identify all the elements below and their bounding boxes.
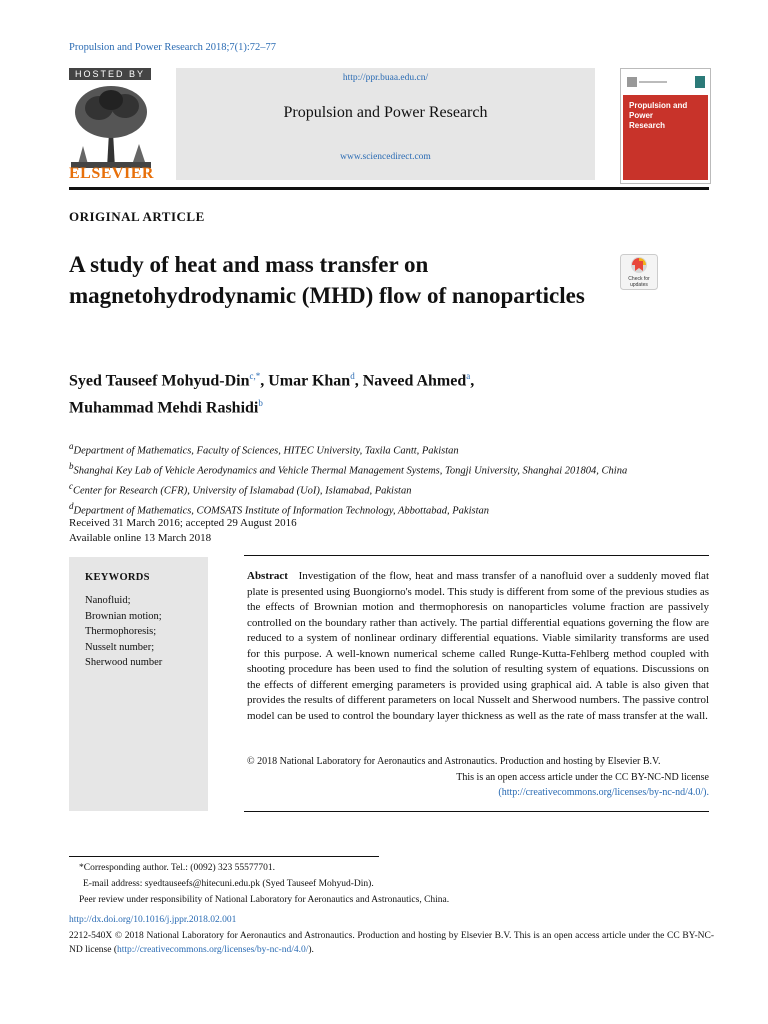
abstract-label: Abstract	[247, 570, 288, 582]
author-name[interactable]: Umar Khan	[268, 372, 351, 390]
affiliation-mark: b	[69, 461, 74, 471]
footnotes	[69, 860, 729, 908]
keyword-item: Sherwood number	[85, 657, 163, 668]
peer-review-note: Peer review under responsibility of National Laboratory for Aeronautics and Astronautics, China.	[79, 895, 450, 905]
copyright-license-line: This is an open access article under the CC BY-NC-ND license	[456, 771, 709, 783]
cover-title-line: Propulsion and	[629, 101, 688, 110]
abstract-top-rule	[244, 555, 709, 556]
doi-link[interactable]: http://dx.doi.org/10.1016/j.jppr.2018.02.001	[69, 915, 237, 925]
crossmark-line1: Check for	[628, 276, 650, 282]
journal-url-link[interactable]: http://ppr.buaa.edu.cn/	[342, 73, 429, 83]
header-divider	[69, 187, 709, 190]
keyword-item: Thermophoresis;	[85, 626, 157, 637]
abstract	[247, 569, 709, 724]
check-for-updates-badge[interactable]	[620, 254, 658, 290]
license-text: 2212-540X © 2018 National Laboratory for Aeronautics and Astronautics. Production and hosting by Elsevier B.V. This is an open access article under the CC BY-NC-ND license (	[69, 931, 714, 955]
author-affil-mark[interactable]: b	[258, 398, 263, 409]
keyword-item: Brownian motion;	[85, 610, 162, 622]
affiliation-item	[69, 439, 729, 459]
article-dates	[69, 516, 297, 546]
crossmark-line2: updates	[630, 282, 648, 288]
affiliation-text: Department of Mathematics, Faculty of Sciences, HITEC University, Taxila Cantt, Pakistan	[73, 445, 459, 457]
elsevier-wordmark: ELSEVIER	[69, 165, 154, 182]
elsevier-tree-logo	[69, 82, 153, 168]
cover-title	[629, 101, 705, 131]
cover-red-panel	[623, 95, 708, 180]
author-separator: ,	[260, 372, 269, 390]
journal-cover-image	[620, 68, 711, 184]
keyword-item: Nanofluid;	[85, 595, 131, 606]
author-name[interactable]: Muhammad Mehdi Rashidi	[69, 399, 259, 417]
keywords-box	[69, 557, 208, 811]
license-link[interactable]: http://creativecommons.org/licenses/by-nc-nd/4.0/	[117, 945, 309, 955]
author-affil-mark[interactable]: c,*	[249, 371, 261, 381]
footnote-rule	[69, 856, 379, 857]
cover-title-line: Research	[629, 121, 666, 130]
author-name[interactable]: Syed Tauseef Mohyud-Din	[69, 372, 250, 390]
author-list	[69, 365, 669, 420]
corresponding-author-note: *Corresponding author. Tel.: (0092) 323 55577701.	[79, 863, 276, 873]
affiliation-item	[69, 479, 729, 499]
affiliation-text: Center for Research (CFR), University of Islamabad (UoI), Islamabad, Pakistan	[73, 485, 412, 497]
author-affil-mark[interactable]: a	[466, 371, 471, 381]
copyright-license-link[interactable]: (http://creativecommons.org/licenses/by-nc-nd/4.0/).	[498, 787, 709, 798]
journal-name: Propulsion and Power Research	[283, 104, 488, 121]
article-title: A study of heat and mass transfer on magnetohydrodynamic (MHD) flow of nanoparticles	[69, 252, 585, 308]
affiliations	[69, 439, 729, 519]
journal-citation[interactable]: Propulsion and Power Research 2018;7(1):72–77	[69, 42, 277, 53]
author-name[interactable]: Naveed Ahmed	[362, 372, 467, 390]
cover-logos	[621, 69, 710, 95]
license-footer	[69, 929, 714, 957]
keyword-item: Nusselt number;	[85, 641, 155, 653]
cover-top-band	[621, 69, 710, 95]
author-separator: ,	[354, 372, 363, 390]
affiliation-mark: a	[69, 441, 74, 451]
abstract-copyright	[247, 754, 709, 801]
author-affil-mark[interactable]: d	[350, 371, 355, 381]
hosted-by-label: HOSTED BY	[69, 68, 151, 80]
cover-title-line: Power	[629, 111, 654, 120]
sciencedirect-link[interactable]: www.sciencedirect.com	[340, 152, 431, 162]
online-date: Available online 13 March 2018	[69, 532, 212, 544]
journal-header-box	[176, 68, 595, 180]
article-type: ORIGINAL ARTICLE	[69, 209, 205, 224]
affiliation-mark: c	[69, 481, 73, 491]
affiliation-text: Department of Mathematics, COMSATS Institute of Information Technology, Abbottabad, Pakistan	[73, 505, 490, 517]
author-separator: ,	[470, 372, 475, 390]
affiliation-item	[69, 459, 729, 479]
keywords-list	[85, 593, 162, 671]
affiliation-text: Shanghai Key Lab of Vehicle Aerodynamics and Vehicle Thermal Management Systems, Tongji University, Shanghai 201804, China	[73, 465, 628, 477]
abstract-bottom-rule	[244, 811, 709, 812]
keywords-heading: KEYWORDS	[85, 572, 150, 583]
copyright-line: © 2018 National Laboratory for Aeronautics and Astronautics. Production and hosting by Elsevier B.V.	[247, 756, 661, 767]
affiliation-mark: d	[69, 501, 74, 511]
license-end: ).	[308, 945, 314, 955]
email-note: E-mail address: syedtauseefs@hitecuni.edu.pk (Syed Tauseef Mohyud-Din).	[83, 879, 374, 889]
abstract-text: Investigation of the flow, heat and mass transfer of a nanofluid over a suddenly moved flat plate is presented using Buongiorno's model. This study is different from some of the previous studies as the effects of Brownian motion and thermophoresis on nanoparticles volume fraction are passively controlled on the boundary rather than actively. The partial differential equations governing the flow are reduced to a system of nonlinear ordinary differential equations. Viable similarity transforms are used for this purpose. A well-known numerical scheme called Runge-Kutta-Fehlberg method coupled with shooting procedure has been used to find the solution of resulting system of equations. Discussions on the effects of different emerging parameters is provided using graphical aid. A table is also given that provides the results of different parameters on local Nusselt and Sherwood numbers. The passive control model can be used to control the boundary layer thickness as well as the rate of mass transfer at the wall.	[247, 570, 709, 722]
received-date: Received 31 March 2016; accepted 29 August 2016	[69, 517, 297, 529]
